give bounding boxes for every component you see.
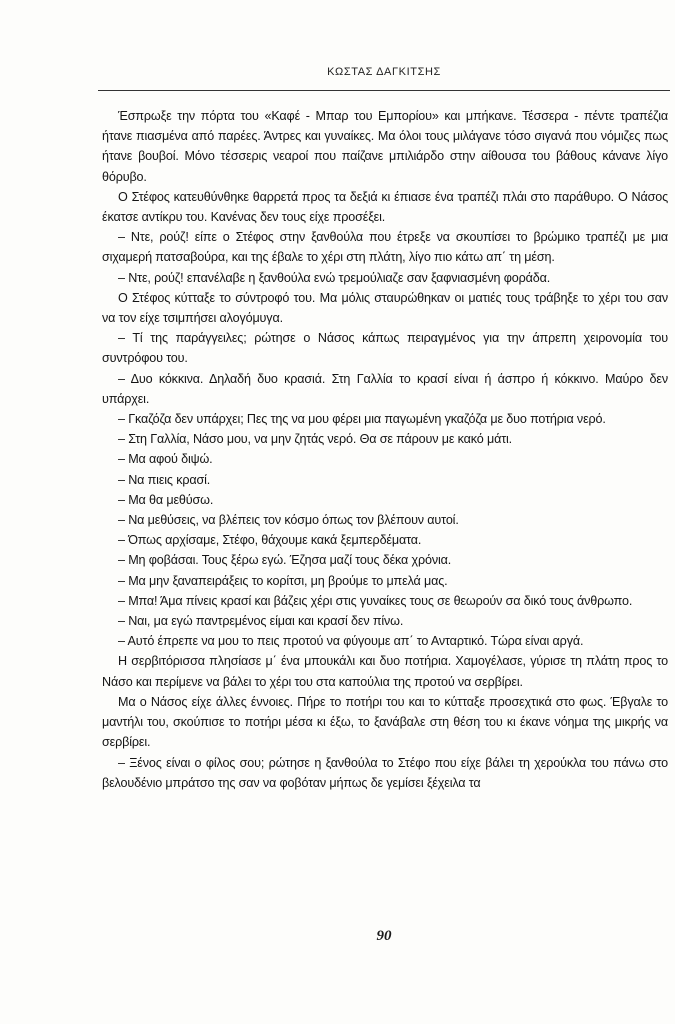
paragraph: – Αυτό έπρεπε να μου το πεις προτού να φύγουμε απ΄ το Ανταρτικό. Τώρα είναι αργά. (118, 634, 584, 649)
paragraph: – Μη φοβάσαι. Τους ξέρω εγώ. Έζησα μαζί τους δέκα χρόνια. (118, 553, 452, 568)
paragraph: – Να πιεις κρασί. (118, 472, 211, 487)
paragraph: – Μπα! Άμα πίνεις κρασί και βάζεις χέρι στις γυναίκες τους σε θεωρούν σα δικό τους άνθρωπο. (118, 593, 633, 608)
paragraph: – Να μεθύσεις, να βλέπεις τον κόσμο όπως τον βλέπουν αυτοί. (118, 513, 459, 528)
paragraph: – Ντε, ρούζ! επανέλαβε η ξανθούλα ενώ τρεμούλιαζε σαν ξαφνιασμένη φοράδα. (118, 270, 551, 285)
paragraph: – Δυο κόκκινα. Δηλαδή δυο κρασιά. Στη Γαλλία το κρασί είναι ή άσπρο ή κόκκινο. Μαύρο δεν υπάρχει. (102, 371, 668, 406)
paragraph: – Μα θα μεθύσω. (118, 492, 214, 507)
running-head: ΚΩΣΤΑΣ ΔΑΓΚΙΤΣΗΣ (327, 66, 441, 78)
header-rule (98, 90, 670, 91)
paragraph: – Στη Γαλλία, Νάσο μου, να μην ζητάς νερό. Θα σε πάρουν με κακό μάτι. (118, 432, 513, 447)
paragraph: – Ντε, ρούζ! είπε ο Στέφος στην ξανθούλα που έτρεξε να σκουπίσει το βρώμικο τραπέζι με μια σιχαμερή πατσαβούρα, και της έβαλε το χέρι στη πλάτη, λίγο πιο κάτω απ΄ τη μέση. (102, 230, 668, 265)
paragraph: Η σερβιτόρισσα πλησίασε μ΄ ένα μπουκάλι και δυο ποτήρια. Χαμογέλασε, γύρισε τη πλάτη προς το Νάσο και περίμενε να βάλει το χέρι του στα καπούλια της προτού να σερβίρει. (102, 654, 668, 689)
body-text (102, 106, 668, 793)
paragraph: Έσπρωξε την πόρτα του «Καφέ - Μπαρ του Εμπορίου» και μπήκανε. Τέσσερα - πέντε τραπέζια ήτανε πιασμένα από παρέες. Άντρες και γυναίκες. Μα όλοι τους μιλάγανε τόσο σιγανά που νόμιζες πως ήτανε βουβοί. Μόνο τέσσερις νεαροί που παίζανε μπιλιάρδο στην αίθουσα του βάθους κάνανε λίγο θόρυβο. (102, 109, 668, 184)
paragraph: – Μα μην ξαναπειράξεις το κορίτσι, μη βρούμε το μπελά μας. (118, 573, 448, 588)
paragraph: Μα ο Νάσος είχε άλλες έννοιες. Πήρε το ποτήρι του και το κύτταξε προσεχτικά στο φως. Έβγαλε το μαντήλι του, σκούπισε το ποτήρι μέσα κι έξω, το ξανάβαλε στη θέση του κι έκανε νόημα της μικρής να σερβίρει. (102, 694, 668, 750)
paragraph: – Γκαζόζα δεν υπάρχει; Πες της να μου φέρει μια παγωμένη γκαζόζα με δυο ποτήρια νερό. (118, 412, 606, 427)
paragraph: Ο Στέφος κατευθύνθηκε θαρρετά προς τα δεξιά κι έπιασε ένα τραπέζι πλάι στο παράθυρο. Ο Νάσος έκατσε αντίκρυ του. Κανένας δεν τους είχε προσέξει. (102, 189, 668, 225)
paragraph: Ο Στέφος κύτταξε το σύντροφό του. Μα μόλις σταυρώθηκαν οι ματιές τους τράβηξε το χέρι του σαν να τον είχε τσιμπήσει αλογόμυγα. (102, 290, 668, 326)
paragraph: – Ξένος είναι ο φίλος σου; ρώτησε η ξανθούλα το Στέφο που είχε βάλει τη χερούκλα του πάνω στο βελουδένιο μπράτσο της σαν να φοβόταν μήπως δε γεμίσει ξέχειλα τα (102, 755, 668, 790)
page-number: 90 (376, 928, 392, 944)
paragraph: – Ναι, μα εγώ παντρεμένος είμαι και κρασί δεν πίνω. (118, 614, 404, 629)
paragraph: – Τί της παράγγειλες; ρώτησε ο Νάσος κάπως πειραγμένος για την άπρεπη χειρονομία του συντρόφου του. (102, 331, 668, 366)
paragraph: – Μα αφού διψώ. (118, 452, 213, 467)
paragraph: – Όπως αρχίσαμε, Στέφο, θάχουμε κακά ξεμπερδέματα. (118, 533, 422, 548)
